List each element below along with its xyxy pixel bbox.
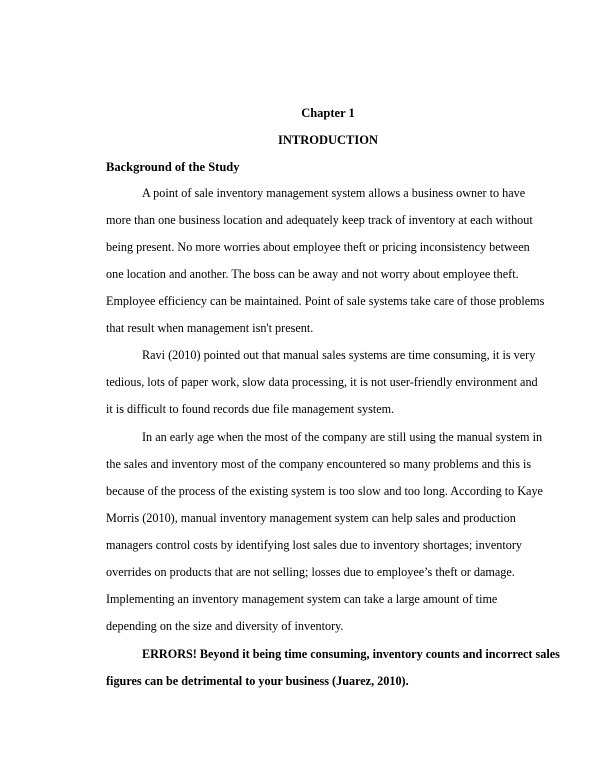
text-line: because of the process of the existing system is too slow and too long. According to Kaye xyxy=(106,484,543,498)
text-line: figures can be detrimental to your business (Juarez, 2010). xyxy=(106,674,409,688)
chapter-number: Chapter 1 xyxy=(301,106,355,120)
text-line: managers control costs by identifying lost sales due to inventory shortages; inventory xyxy=(106,538,522,552)
text-line: In an early age when the most of the company are still using the manual system in xyxy=(142,430,543,444)
text-line: ERRORS! Beyond it being time consuming, inventory counts and incorrect sales xyxy=(142,647,560,661)
text-line: one location and another. The boss can be away and not worry about employee theft. xyxy=(106,267,519,281)
text-line: Ravi (2010) pointed out that manual sales systems are time consuming, it is very xyxy=(142,348,536,362)
text-line: Employee efficiency can be maintained. Point of sale systems take care of those problems xyxy=(106,294,545,308)
text-line: Implementing an inventory management system can take a large amount of time xyxy=(106,592,498,606)
text-line: the sales and inventory most of the company encountered so many problems and this is xyxy=(106,457,532,471)
text-line: Morris (2010), manual inventory management system can help sales and production xyxy=(106,511,516,525)
section-heading: Background of the Study xyxy=(106,160,240,174)
text-line: tedious, lots of paper work, slow data processing, it is not user-friendly environment and xyxy=(106,375,538,389)
text-line: more than one business location and adequately keep track of inventory at each without xyxy=(106,213,533,227)
chapter-title: INTRODUCTION xyxy=(277,133,378,147)
text-line: overrides on products that are not selling; losses due to employee’s theft or damage. xyxy=(106,565,515,579)
text-line: depending on the size and diversity of inventory. xyxy=(106,619,344,633)
text-line: it is difficult to found records due file management system. xyxy=(106,402,395,416)
text-line: being present. No more worries about employee theft or pricing inconsistency between xyxy=(106,240,530,254)
text-line: that result when management isn't present. xyxy=(106,321,314,335)
text-line: A point of sale inventory management system allows a business owner to have xyxy=(142,186,526,200)
